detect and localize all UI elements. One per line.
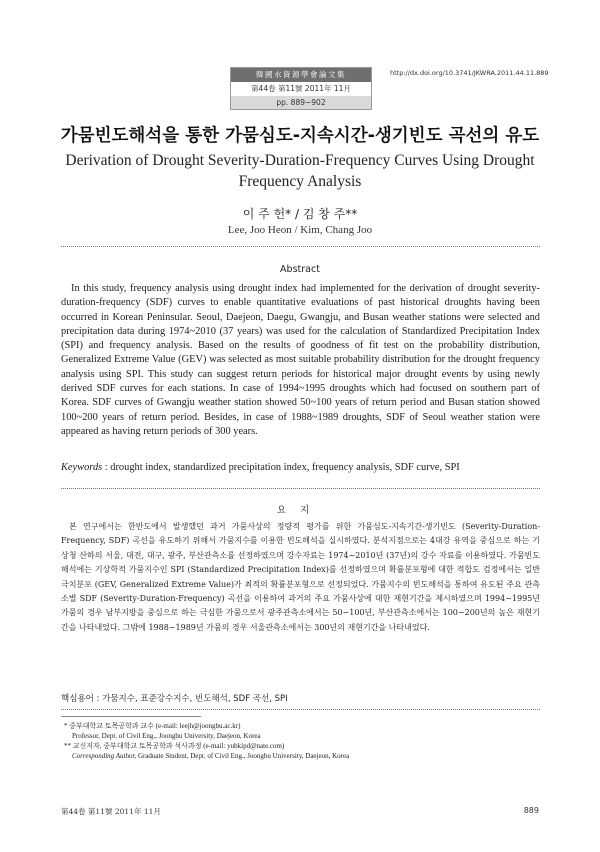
korean-keywords: 핵심용어 : 가뭄지수, 표준강수지수, 빈도해석, SDF 곡선, SPI	[61, 694, 288, 704]
corresponding-author-label: Corresponding Author,	[72, 752, 137, 760]
abstract-keywords	[61, 462, 540, 473]
journal-info-box	[230, 67, 372, 110]
authors-english: Lee, Joo Heon / Kim, Chang Joo	[227, 224, 373, 236]
footnote-2-english	[64, 751, 534, 761]
keywords-label: Keywords	[61, 462, 103, 473]
divider-bottom	[61, 709, 540, 710]
footer-volume: 第44卷 第11號 2011年 11月	[61, 807, 161, 816]
page-number: 889	[523, 806, 539, 815]
korean-title: 가뭄빈도해석을 통한 가뭄심도-지속시간-생기빈도 곡선의 유도	[60, 126, 540, 146]
doi-link[interactable]: http://dx.doi.org/10.3741/JKWRA.2011.44.11.889	[390, 69, 549, 77]
korean-summary-body: 본 연구에서는 한반도에서 발생했던 과거 가뭄사상의 정량적 평가를 위한 가뭄심도-지속기간-생기빈도 (Severity-Duration-Frequency, SDF) 곡선을 유도하기 위해서 가뭄지수를 이용한 빈도해석을 실시하였다. 분석지점으로는 4대강 유역을 중심으로 하는 기상청 산하의 서울, 대전, 대구, 광주, 부산관측소를 선정하였으며 강수자료는 1974~2010년 (37년)의 강수 자료를 이용하였다. 가뭄빈도해석에는 기상학적 가뭄지수인 SPI (Standardized Precipitation Index)를 선정하였으며 확률분포형에 대한 적합도 검정에서는 일반극치분포 (GEV, Generalized Extreme Value)가 최적의 확률분포형으로 선정되었다. 가뭄지수의 빈도해석을 통하여 유도된 주요 관측소별 SDF (Severity-Duration-Frequency) 곡선을 이용하여 과거의 주요 가뭄사상에 대한 재현기간을 제시하였으며 1994~1995년 가뭄의 경우 남부지방을 중심으로 하는 극심한 가뭄으로서 광주관측소에서는 50~100년, 부산관측소에서는 100~200년의 높은 재현기간을 나타내었다. 그밖에 1988~1989년 가뭄의 경우 서울관측소에서는 300년의 재현기간을 나타내었다.	[61, 522, 540, 632]
abstract-heading: Abstract	[280, 264, 320, 275]
korean-summary-heading: 요지	[276, 505, 324, 516]
divider-middle	[61, 488, 540, 489]
abstract-body: In this study, frequency analysis using drought index had implemented for the derivation of drought severity-duration-frequency (SDF) curves to enable quantitative evaluations of past historical droughts having been occurred in Korean Peninsular. Seoul, Daejeon, Daegu, Gwangju, and Busan weather stations were selected and precipitation data during 1974~2010 (37 years) was used for the calculation of Standardized Precipitation Index (SPI) and frequency analysis. Based on the results of goodness of fit test on the probability distribution, Generalized Extreme Value (GEV) was selected as most suitable probability distribution for the drought frequency analysis using SPI. This study can suggest return periods for historical major drought events by using newly derived SDF curves for each stations. In case of 1994~1995 droughts which had focused on southern part of Korea. SDF curves of Gwangju weather station showed 50~100 years of return period and Busan station showed 100~200 years of return period. Besides, in case of 1988~1989 droughts, SDF of Seoul weather station were appeared as having return periods of 300 years.	[61, 283, 540, 437]
footnote-1-english: Professor, Dept. of Civil Eng., Joongbu University, Daejeon, Korea	[72, 732, 261, 740]
journal-volume: 第44卷 第11號 2011年 11月	[251, 84, 351, 93]
journal-name: 韓國水資源學會論文集	[231, 68, 371, 82]
keywords-list: : drought index, standardized precipitation index, frequency analysis, SDF curve, SPI	[102, 462, 460, 473]
english-title: Derivation of Drought Severity-Duration-Frequency Curves Using Drought Frequency Analysis	[65, 152, 535, 190]
divider-top	[61, 246, 540, 247]
corresponding-author-affiliation: Graduate Student, Dept. of Civil Eng., Joongbu University, Daejeon, Korea	[136, 752, 350, 760]
footnote-2-korean: ** 교신저자, 중부대학교 토목공학과 석사과정 (e-mail: yubkipd@nate.com)	[64, 742, 285, 750]
footnotes	[64, 721, 534, 761]
journal-pages: pp. 889~902	[231, 96, 371, 109]
footnote-1-korean: * 중부대학교 토목공학과 교수 (e-mail: leejh@joongbu.ac.kr)	[64, 722, 241, 730]
footnote-rule	[61, 716, 201, 717]
authors-korean: 이 주 헌* / 김 창 주**	[242, 207, 358, 221]
